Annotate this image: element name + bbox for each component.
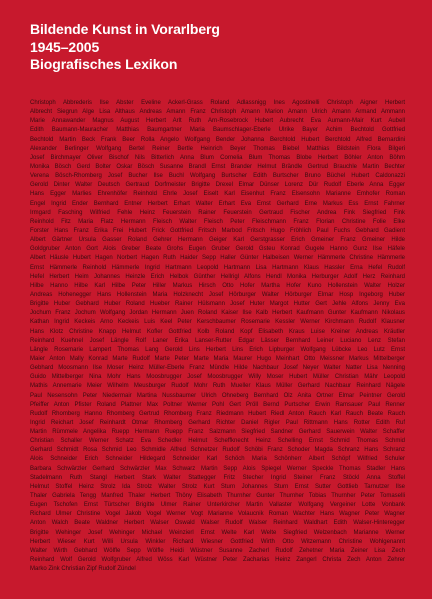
artist-names-line: Guido Mittelberger Nina Mohr Hans Moosbrugger Josef Moosbrugger Willy Moser Hubert Müller Christian Mähr Leopold xyxy=(30,374,405,381)
artist-names-line: Jochum Franz Jochum Wolfgang Jordan Hermann Juen Roland Kaiser Ilse Kalb Herbert Kaufmann Gunter Kaufmann Nikolaus xyxy=(30,310,405,317)
artist-names-line: Martin Rümmele Angelika Ruepp Hermann Ruepp Franz Salzmann Siegfried Sandner Gerhard Sauerwein Walter Schaffer xyxy=(30,429,405,436)
artist-names-line: Josef Birchmayer Oliver Bischof Nils Bitterlich Anna Blum Cornelia Blum Thomas Blobe Herbert Böhler Anton Böhm xyxy=(30,154,405,161)
artist-names-line: Walter Wirth Gebhard Wölfle Sepp Wölfle Heidi Wüstner Susanne Zacherl Rudolf Zehetner Maria Zeiner Lisa Zech xyxy=(30,547,405,554)
artist-names-line: Albert Gärtner Ursula Gasser Roland Gehrer Hermann Geiger Karl Gerstgrasser Erich Gmeiner Franz Gmeiner Hilde xyxy=(30,237,405,244)
artist-names-line: Helmut Stoffel Heinz Strolz Ida Strolz Walter Strolz Kurt Sturn Johannes Sturn Ernst Sutter Gottlieb Tarnutzer Ilse xyxy=(30,483,405,490)
artist-names-line: Brigitte Huber Gebhard Huber Roland Hueber Rainer Hülsmann Josef Huter Margot Hutter Gert Jehle Alfons Jenny Eva xyxy=(30,301,405,308)
artist-names-line: Richard Ulmer Christine Vogel Jakob Vogel Werner Vogt Marianne Volaucnik Roman Wachter Hans Wagner Peter Wagner xyxy=(30,511,405,518)
artist-names-line: Barbara Schwärzler Gerhard Schwärzler Max Schwarz Martin Sepp Alois Spiegel Werner Speckle Thomas Stadler Hans xyxy=(30,465,405,472)
artist-names-line: Stadelmann Ruth Stangl Herbert Stark Walter Stattegger Fritz Stecher Ingrid Steiner Franz Stöckl Anna Stoffel xyxy=(30,474,405,481)
artist-names-line: Goldgruber Anton Gort Alois Greber Beate Grohs Eugen Gruber Gerold Gsteu Konrad Gugele Hanno Gunz Ilse Häfele xyxy=(30,246,405,253)
artist-names-line: Hans Egger Marlies Ehrenhöfer Reinhold Ehrle Josef Eiselt Karl Eisenhut Franz Elsensohn Marianne Emhofer Roman xyxy=(30,191,405,198)
artist-names-line: Albrecht Siegrun Alge Lisa Althaus Andreas Amann Franz Christoph Amann Marion Amann Ulrich Amann Armand Ammann xyxy=(30,109,405,116)
artist-names-line: Hefel Herbert Heim Johannes Heinzle Erich Helbok Günther Hellrigl Alfons Hendl Monika Herburger Adolf Herz Reinhard xyxy=(30,273,405,280)
artist-names-line: Irmgard Fasching Wilfried Fehle Heinz Feuerstein Rainer Feuerstein Gertraud Fischer Andrea Fink Siegfried Fink xyxy=(30,209,405,216)
artist-names-line: Gerhard Schmidt Rosa Schmid Leo Schmidle Alfred Schnetzer Rudolf Schöbi Franz Schoder Magda Schranz Hans Schranz xyxy=(30,447,405,454)
artist-names-line: Reinhold Fitz Maria Flatz Hermann Fleisch Walter Fleisch Peter Fleischmann Franz Florian Christine Folie Elke xyxy=(30,218,405,225)
title-years: 1945–2005 xyxy=(30,38,100,55)
artist-names-line: Kathan Ingrid Keckeis Arno Keckeis Luis Keel Peter Kerschbaumer Rosemarie Kessler Werner Kirchmann Rudolf Klausner xyxy=(30,319,405,326)
artist-names-line: Pfeiffer Anton Pfister Roland Plattner Max Poltner Werner Pohl Gert Pröll Bernd Purtscher Erwin Ramsauer Paul Renner xyxy=(30,401,405,408)
title-subtitle: Biografisches Lexikon xyxy=(30,56,178,72)
artist-names-line: Ernst Hämmerle Reinhold Hämmerle Ingrid Hartmann Leopold Hartmann Lisa Hartmann Klaus Hassler Erna Hefel Rudolf xyxy=(30,264,405,271)
artist-names-line: Marie Annawander Magnus August Herbert Arlt Ruth Arn-Rosebrock Hubert Aubrecht Eva Aumann-Mair Kurt Aubell xyxy=(30,118,405,125)
artist-names-line: Christian Schaller Werner Schatz Eva Schedler Helmut Scheffknecht Heinz Schelling Ernst Schmid Thomas Schmid xyxy=(30,438,405,445)
artist-names-line: Maier Anton Mally Konrad Marte Rudolf Marte Peter Marte Maria Maurer Hugo Meinhart Otto Meissner Markus Mittelberger xyxy=(30,355,405,362)
artist-names-line: Längle Rosemarie Lampert Thomas Lang Gerold Lins Herbert Lins Erich Lipburger Wolfgang Lübcke Leo Lutz Ernst xyxy=(30,346,405,353)
artist-names-line: Paul Nesensohn Peter Niedermair Martina Nussbaumer Ulrich Ohneberg Bernhard Ölz Anita Ortner Elmar Peintner Gerold xyxy=(30,392,405,399)
artist-names-line: Andreas Hohenegger Hans Hollenstein Maria Holzknecht Josef Hörburger Walter Hörburger Elmar Hosp Ingeborg Huber xyxy=(30,291,405,298)
artist-names-line: Hans Klotz Christine Knapp Helmut Kofler Gottfried Kolb Roland Kopf Elisabeth Kraus Luise Kreiner Andreas Kräutler xyxy=(30,328,405,335)
artist-names-line: Monika Bösch Gerd Bolter Oskar Bösch Susanne Brandl Ernst Brander Helmut Brändle Gertrud Brauchle Martin Bechter xyxy=(30,163,405,170)
artist-names-line: Christoph Abbrederis Ilse Abster Eveline Ackerl-Grass Roland Adlassnigg Ines Agostinelli Christoph Aigner Herbert xyxy=(30,100,405,106)
artist-names-line: Rudolf Rhomberg Hanno Rhomberg Gertrud Rhomberg Franz Riedmann Hubert Riedl Anton Rauch Karl Rauch Beate Rauch xyxy=(30,410,405,417)
artist-names-list xyxy=(30,99,405,574)
artist-names-line: Engel Ingrid Ender Bernhard Entner Herbert Erhart Walter Erhart Eva Ernst Gerhard Erne Markus Ess Ernst Fahrner xyxy=(30,200,405,207)
artist-names-line: Gerold Dinter Walter Deutsch Gertraud Dorfmeister Brigitte Drexel Elmar Dünser Lorenz Dür Rudolf Eberle Anna Egger xyxy=(30,182,405,189)
artist-names-line: Hilbe Hanno Hilbe Karl Hilbe Peter Hiller Markus Hirsch Otto Hofer Martha Hofer Kuno Hollenstein Walter Holzer xyxy=(30,282,405,289)
artist-names-line: Reinhard Wolf Gerold Wolfgruber Alfred Wöss Karl Wüstner Peter Zacharias Heinz Zangerl Christa Zech Anton Zehrer xyxy=(30,557,405,564)
artist-names-line: Alexander Berlinger Wolfgang Bertel Reiner Bertle Heinrich Beyer Thomas Biebel Matthias Bildstein Flora Bilgeri xyxy=(30,145,405,152)
artist-names-line: Gebhard Moosmann Ilse Moser Heinz Müller-Eberle Franz Mündle Hilde Nachbaur Josef Neyer Walter Natter Lisa Nenning xyxy=(30,365,405,372)
artist-names-line: Ingrid Reichart Josef Reinhardt Otmar Rhomberg Gerhard Richter Daniel Rigler Paul Rittmann Hans Rotter Edith Ruf xyxy=(30,419,405,426)
artist-names-line: Anton Walch Beate Waldner Herbert Walser Oswald Walser Rudolf Walser Reinhard Waldhart Edith Walser-Hinteregger xyxy=(30,520,405,527)
artist-names-line: Herbert Wieser Kurt Willi Ursula Winkler Richard Wiesner Gottfried Wirth Otto Witzemann Christine Wohlgenannt xyxy=(30,538,405,545)
artist-names-line: Verena Bösch-Rhomberg Josef Bucher Ilse Buchl Wolfgang Burtscher Edith Burtscher Bruno Büchel Hubert Caldonazzi xyxy=(30,173,405,180)
title-main: Bildende Kunst in Vorarlberg xyxy=(30,21,220,37)
artist-names-line: Reinhard Kuehnel Josef Längle Rolf Laner Erika Lanser-Rutter Edgar Lässer Bernhard Leiner Luciano Lenz Stefan xyxy=(30,337,405,344)
artist-names-line: Eugen Tschofen Ernst Türtscher Brigitte Ulmer Rainer Unterkircher Martin Vallaster Wolfgang Vergeiner Lotte Vonbank xyxy=(30,502,405,509)
artist-names-line: Bechtold Martin Beck Frank Beer Rolla Angelo Wolfgang Bender Johanna Berchtold Hubert Berchtold Alfred Bernardini xyxy=(30,136,405,143)
artist-names-line: Brigitte Wehinger Josef Wehinger Michael Weinzierl Ernst Welte Karl Welte Siegfried Welzenbach Marianne Werner xyxy=(30,529,405,536)
artist-names-line: Thaler Gabriela Tengg Manfred Thaler Herbert Thöny Elisabeth Thurnher Gunter Thurnher Tobias Thurnher Peter Tomaselli xyxy=(30,493,405,500)
artist-names-line: Alois Schneider Erich Schneider Hildegard Schneider Karl Schöch Maria Schönherr Albert Schöpf Wilfried Schuler xyxy=(30,456,405,463)
artist-names-line: Albert Häusle Hubert Hagen Norbert Hagen Ruth Haider Sepp Haller Günter Halbeisen Werner Hämmerle Christine Hämmerle xyxy=(30,255,405,262)
artist-names-line: Forster Hans Franz Erika Frei Hubert Frick Gottfried Fritsch Marbod Fritsch Hugo Fröhlich Paul Fuchs Gebhard Gadient xyxy=(30,227,405,234)
cover-title xyxy=(30,21,410,74)
artist-names-line: Marko Zink Christian Zipf Rudolf Zündel xyxy=(30,566,136,573)
artist-names-line: Mathis Annemarie Meier Wilhelm Meusburger Rudolf Mohr Ruth Mueller Klaus Müller Gerhard Nachbaur Reinhard Nägele xyxy=(30,383,405,390)
artist-names-line: Edith Baumann-Mauracher Matthias Baumgartner Maria Baumschlager-Eberle Ulrike Bayer Achim Bechtold Gottfried xyxy=(30,127,405,134)
